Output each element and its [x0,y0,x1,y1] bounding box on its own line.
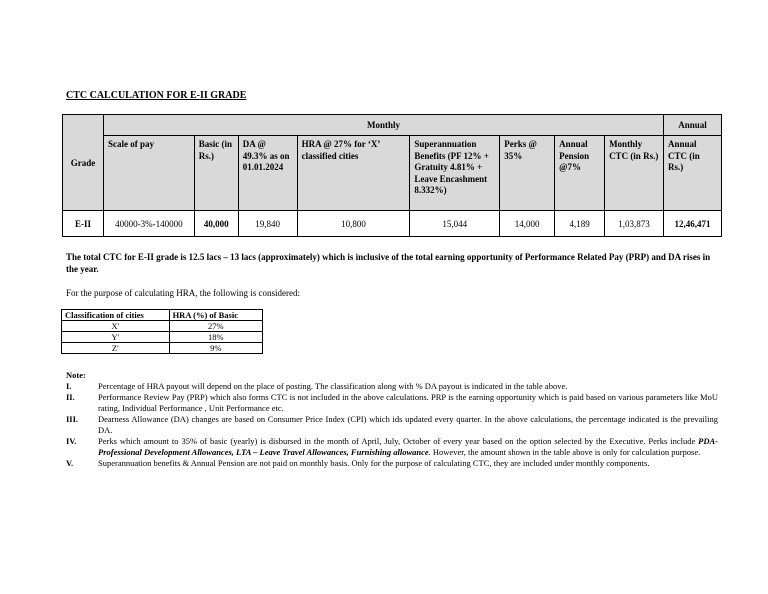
header-grade: Grade [63,115,104,211]
cell-pension: 4,189 [555,211,605,237]
cell-da: 19,840 [238,211,297,237]
cell-annual-ctc: 12,46,471 [663,211,721,237]
hra-pct: 9% [169,343,262,354]
note-item [66,392,718,414]
note-number: V. [66,458,74,468]
note-number: III. [66,414,79,424]
cell-grade: E-II [63,211,104,237]
cell-scale: 40000-3%-140000 [103,211,194,237]
note-emphasis: PDA- Professional Development Allowances, LTA – Leave Travel Allowances, Furnishing allowance [98,436,718,457]
hra-city: X' [62,321,170,332]
notes-section [66,370,718,469]
note-item [66,458,718,469]
table-row [62,321,263,332]
note-item [66,414,718,436]
cell-monthly-ctc: 1,03,873 [605,211,664,237]
note-text: Superannuation benefits & Annual Pension are not paid on monthly basis. Only for the purpose of calculating CTC, they are included under monthly components. [98,458,650,468]
note-text: Percentage of HRA payout will depend on the place of posting. The classification along with % DA payout is indicated in the table above. [98,381,568,391]
note-text-part: . However, the amount shown in the table above is only for calculation purpose. [428,447,701,457]
hra-table [61,309,263,354]
note-item [66,381,718,392]
notes-label: Note: [66,370,86,380]
ctc-summary: The total CTC for E-II grade is 12.5 lacs – 13 lacs (approximately) which is inclusive of the total earning opportunity of Performance Related Pay (PRP) and DA rises in the year. [66,252,711,274]
table-row [63,211,722,237]
hra-intro: For the purpose of calculating HRA, the following is considered: [66,288,300,298]
header-hra: HRA @ 27% for ‘X’ classified cities [297,136,410,211]
page-title: CTC CALCULATION FOR E-II GRADE [66,90,247,101]
hra-city: Y' [62,332,170,343]
header-group-annual: Annual [663,115,721,136]
header-superannuation: Superannuation Benefits (PF 12% + Gratuity 4.81% + Leave Encashment 8.332%) [410,136,500,211]
table-row [62,332,263,343]
hra-city: Z' [62,343,170,354]
note-text: Dearness Allowance (DA) changes are based on Consumer Price Index (CPI) which ids updated every quarter. In the above calculations, the percentage indicated is the prevailing DA. [98,414,718,435]
note-number: I. [66,381,72,391]
note-text-part: Perks which amount to 35% of basic (yearly) is disbursed in the month of April, July, October of every year based on the option selected by the Executive. Perks include [98,436,699,446]
hra-header-pct: HRA (%) of Basic [169,310,262,321]
table-row [62,343,263,354]
cell-perks: 14,000 [500,211,555,237]
hra-pct: 27% [169,321,262,332]
header-perks: Perks @ 35% [500,136,555,211]
header-group-monthly: Monthly [103,115,663,136]
cell-hra: 10,800 [297,211,410,237]
note-text: Performance Review Pay (PRP) which also forms CTC is not included in the above calculations. PRP is the earning opportunity which is paid based on various parameters like MoU rating, Individual Performance , Unit Performance etc. [98,392,718,413]
note-item [66,436,718,458]
cell-superannuation: 15,044 [410,211,500,237]
header-da: DA @ 49.3% as on 01.01.2024 [238,136,297,211]
ctc-table [62,114,722,237]
cell-basic: 40,000 [194,211,238,237]
hra-pct: 18% [169,332,262,343]
header-annual-ctc: Annual CTC (in Rs.) [663,136,721,211]
note-text [98,436,718,458]
note-number: IV. [66,436,77,446]
header-pension: Annual Pension @7% [555,136,605,211]
hra-header-city: Classification of cities [62,310,170,321]
header-basic: Basic (in Rs.) [194,136,238,211]
header-scale: Scale of pay [103,136,194,211]
note-number: II. [66,392,75,402]
header-monthly-ctc: Monthly CTC (in Rs.) [605,136,664,211]
